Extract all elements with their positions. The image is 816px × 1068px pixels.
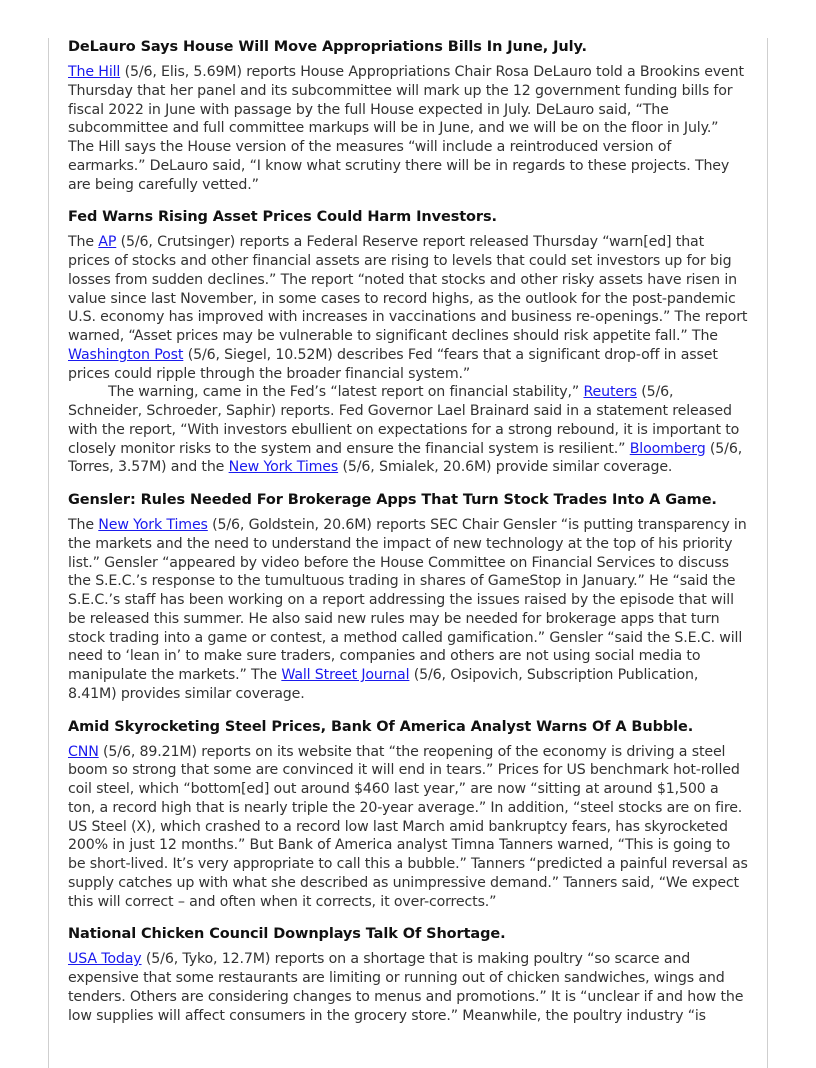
story-paragraph (68, 950, 748, 1025)
news-story (68, 491, 748, 704)
paragraph-text: (5/6, Osipovich, Subscription Publication, 8.41M) provides similar coverage. (68, 667, 699, 702)
story-headline: Fed Warns Rising Asset Prices Could Harm Investors. (68, 209, 497, 226)
story-paragraph (68, 516, 748, 704)
paragraph-text: (5/6, Torres, 3.57M) and the (68, 440, 743, 476)
source-link[interactable]: New York Times (228, 459, 339, 476)
news-story (68, 208, 748, 477)
story-paragraph (68, 233, 748, 383)
source-link[interactable]: AP (98, 234, 117, 251)
story-headline: National Chicken Council Downplays Talk Of Shortage. (68, 926, 506, 943)
story-paragraph (68, 743, 748, 912)
news-story (68, 925, 748, 1025)
paragraph-text: (5/6, Crutsinger) reports a Federal Reserve report released Thursday “warn[ed] that prices of stocks and other financial assets are rising to levels that could set investors up for big losses from sudden declines.” The report “noted that stocks and other risky assets have risen in value since last November, in some cases to record highs, as the outlook for the post-pandemic U.S. economy has improved with increases in vaccinations and business re-openings.” The report warned, “Asset prices may be vulnerable to significant declines should risk appetite fall.” The (68, 234, 748, 344)
paragraph-text: The (68, 517, 99, 533)
paragraph-text: (5/6, Siegel, 10.52M) describes Fed “fears that a significant drop-off in asset prices could ripple through the broader financial system.” (68, 346, 718, 382)
story-headline: Amid Skyrocketing Steel Prices, Bank Of America Analyst Warns Of A Bubble. (68, 718, 694, 735)
paragraph-text: (5/6, Elis, 5.69M) reports House Appropriations Chair Rosa DeLauro told a Brookins event Thursday that her panel and its subcommittee will mark up the 12 government funding bills for fiscal 2022 in June with passage by the full House expected in July. DeLauro said, “The subcommittee and full committee markups will be in June, and we will be on the floor in July.” The Hill says the House version of the measures “will include a reintroduced version of earmarks.” DeLauro said, “I know what scrutiny there will be in regards to these projects. They are being carefully vetted.” (68, 64, 744, 193)
source-link[interactable]: USA Today (68, 951, 142, 968)
source-link[interactable]: The Hill (68, 64, 121, 80)
paragraph-text: (5/6, Goldstein, 20.6M) reports SEC Chair Gensler “is putting transparency in the markets and the need to understand the impact of new technology at the top of his priority list.” Gensler “appeared by video before the House Committee on Financial Services to discuss the S.E.C.’s response to the tumultuous trading in shares of GameStop in January.” He “said the S.E.C.’s staff has been working on a report addressing the issues raised by the episode that will be released this summer. He also said new rules may be needed for brokerage apps that turn stock trading into a game or contest, a method called gamification.” Gensler “said the S.E.C. will need to ‘lean in’ to make sure traders, companies and others are not using social media to manipulate the markets.” The (68, 517, 747, 683)
source-link[interactable]: Washington Post (68, 346, 184, 363)
news-story (68, 718, 748, 912)
source-link[interactable]: Reuters (583, 384, 637, 401)
story-paragraph (68, 383, 748, 477)
source-link[interactable]: Wall Street Journal (281, 667, 410, 683)
paragraph-text: (5/6, Tyko, 12.7M) reports on a shortage that is making poultry “so scarce and expensive that some restaurants are limiting or running out of chicken sandwiches, wings and tenders. Others are considering changes to menus and promotions.” It is “unclear if and how the low supplies will affect consumers in the grocery store.” Meanwhile, the poultry industry “is (68, 951, 744, 1024)
paragraph-text: (5/6, Schneider, Schroeder, Saphir) reports. Fed Governor Lael Brainard said in a statement released with the report, “With investors ebullient on expectations for a strong rebound, it is important to closely monitor risks to the system and ensure the financial system is resilient.” (68, 384, 740, 457)
news-story (68, 38, 748, 194)
story-headline: Gensler: Rules Needed For Brokerage Apps That Turn Stock Trades Into A Game. (68, 492, 717, 508)
paragraph-text: (5/6, Smialek, 20.6M) provide similar coverage. (338, 459, 673, 476)
document-body (68, 38, 748, 1039)
source-link[interactable]: New York Times (98, 517, 208, 533)
story-paragraph (68, 63, 748, 194)
source-link[interactable]: CNN (68, 743, 99, 760)
paragraph-text: (5/6, 89.21M) reports on its website that “the reopening of the economy is driving a steel boom so strong that some are convinced it will end in tears.” Prices for US benchmark hot-rolled coil steel, which “bottom[ed] out around $460 last year,” are now “sitting at around $1,500 a ton, a record high that is nearly triple the 20-year average.” In addition, “steel stocks are on fire. US Steel (X), which crashed to a record low last March amid bankruptcy fears, has skyrocketed 200% in just 12 months.” But Bank of America analyst Timna Tanners warned, “This is going to be short-lived. It’s very appropriate to call this a bubble.” Tanners “predicted a painful reversal as supply catches up with what she described as unimpressive demand.” Tanners said, “We expect this will correct – and often when it corrects, it over-corrects.” (68, 743, 748, 910)
source-link[interactable]: Bloomberg (629, 440, 706, 457)
story-headline: DeLauro Says House Will Move Appropriations Bills In June, July. (68, 39, 587, 55)
paragraph-text: The (68, 234, 99, 251)
paragraph-text: The warning, came in the Fed’s “latest report on financial stability,” (108, 384, 584, 401)
